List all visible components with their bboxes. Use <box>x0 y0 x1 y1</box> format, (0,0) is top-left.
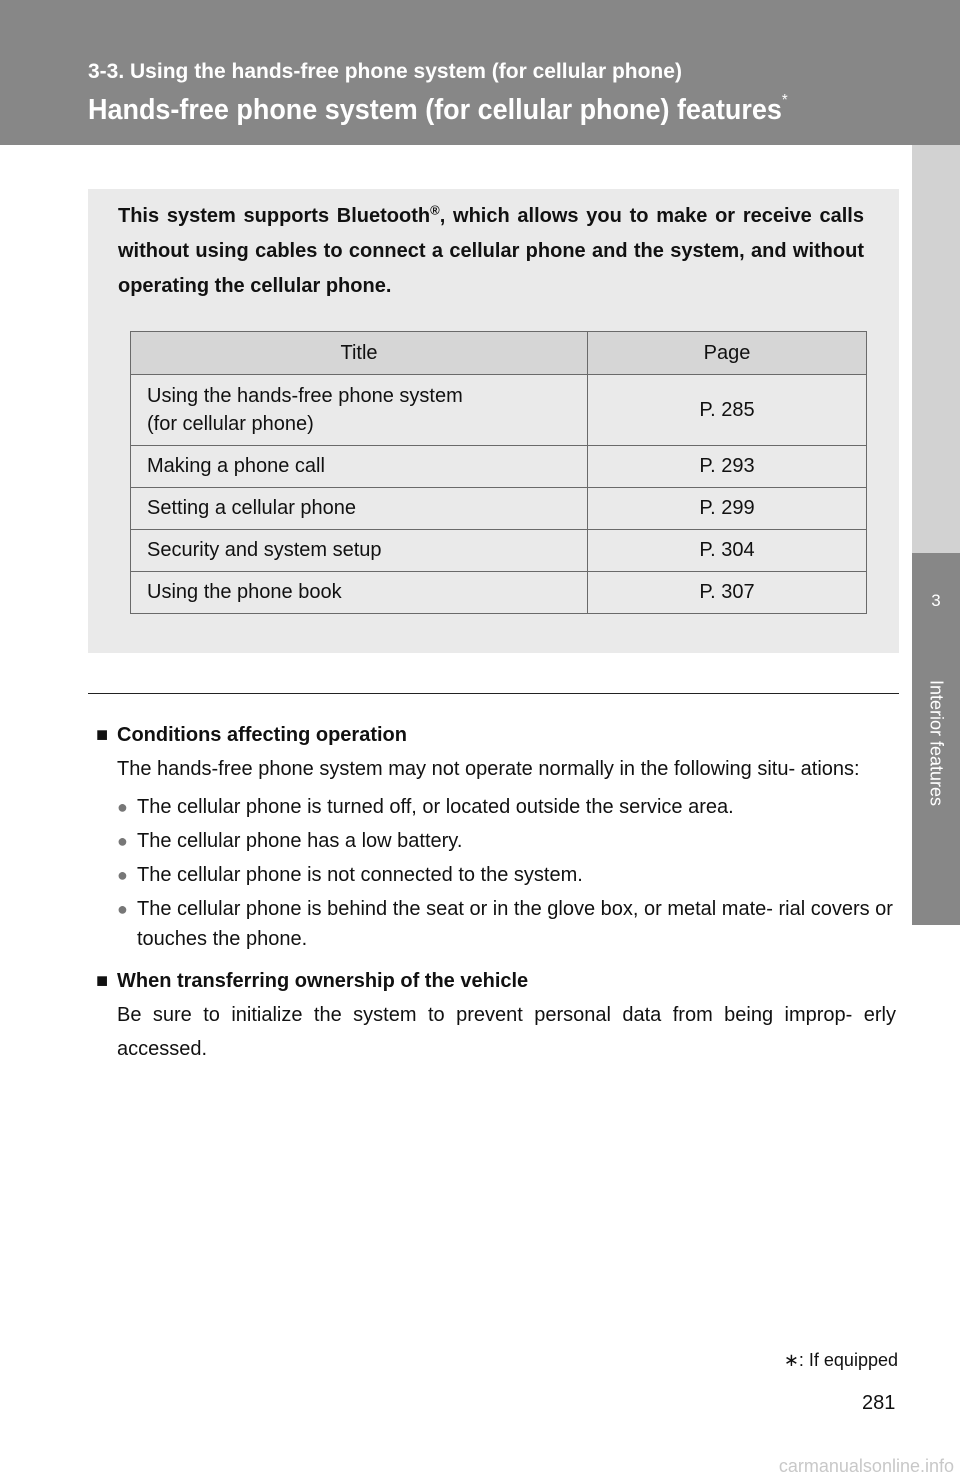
list-item-text: The cellular phone has a low battery. <box>137 830 463 852</box>
registered-mark: ® <box>430 202 440 218</box>
intro-text-part2: , which allows you to make or receive calls without using cables to connect a cellular phone and the system, and without operating the cellular phone. <box>118 205 864 297</box>
table-cell-title: Making a phone call <box>131 446 588 488</box>
circle-bullet-icon: ● <box>117 865 128 885</box>
table-row <box>131 572 867 614</box>
notes-content <box>96 718 896 1072</box>
chapter-number: 3 <box>931 591 941 610</box>
intro-text-part1: This system supports Bluetooth <box>118 205 431 227</box>
column-header-title: Title <box>131 332 588 375</box>
if-equipped-marker: * <box>781 92 788 109</box>
list-item-text: The cellular phone is turned off, or located outside the service area. <box>137 796 734 818</box>
page-header <box>0 0 960 145</box>
page-number: 281 <box>862 1392 896 1414</box>
page-reference-link[interactable]: P. 285 <box>588 375 867 446</box>
subsection-heading <box>96 964 896 998</box>
table-cell-title: Using the phone book <box>131 572 588 614</box>
page-heading <box>88 92 788 127</box>
table-header-row <box>131 332 867 375</box>
table-cell-title: Security and system setup <box>131 530 588 572</box>
page-reference-link[interactable]: P. 307 <box>588 572 867 614</box>
paragraph: Be sure to initialize the system to prevent personal data from being improp- erly accessed. <box>117 1004 896 1060</box>
list-item <box>117 792 896 822</box>
subsection-heading <box>96 718 896 752</box>
table-cell-title <box>131 375 588 446</box>
table-cell-title: Setting a cellular phone <box>131 488 588 530</box>
list-item-text: The cellular phone is not connected to the system. <box>137 864 583 886</box>
table-row <box>131 530 867 572</box>
side-tab-upper <box>912 145 960 553</box>
table-row <box>131 375 867 446</box>
column-header-page: Page <box>588 332 867 375</box>
watermark: carmanualsonline.info <box>778 1456 954 1476</box>
footnote: ∗: If equipped <box>783 1350 898 1370</box>
paragraph: The hands-free phone system may not operate normally in the following situ- ations: <box>117 758 860 780</box>
square-bullet-icon: ■ <box>96 724 109 746</box>
list-item-text: The cellular phone is behind the seat or in the glove box, or metal mate- rial covers or touches the phone. <box>137 898 893 950</box>
section-divider <box>88 693 899 694</box>
intro-text <box>118 199 864 304</box>
title-line: (for cellular phone) <box>147 413 314 435</box>
circle-bullet-icon: ● <box>117 797 128 817</box>
page-reference-link[interactable]: P. 293 <box>588 446 867 488</box>
list-item <box>117 894 896 954</box>
chapter-side-tab <box>912 553 960 925</box>
circle-bullet-icon: ● <box>117 831 128 851</box>
page-heading-text: Hands-free phone system (for cellular phone) features <box>88 94 782 126</box>
list-item <box>117 826 896 856</box>
page-reference-link[interactable]: P. 299 <box>588 488 867 530</box>
subsection-heading-text: Conditions affecting operation <box>117 724 407 746</box>
reference-table <box>130 331 867 614</box>
square-bullet-icon: ■ <box>96 970 109 992</box>
subsection-heading-text: When transferring ownership of the vehicle <box>117 970 529 992</box>
circle-bullet-icon: ● <box>117 899 128 919</box>
title-line: Using the hands-free phone system <box>147 385 463 407</box>
page-reference-link[interactable]: P. 304 <box>588 530 867 572</box>
section-title: 3-3. Using the hands-free phone system (for cellular phone) <box>88 60 682 83</box>
table-row <box>131 488 867 530</box>
info-box <box>88 189 899 653</box>
list-item <box>117 860 896 890</box>
chapter-label: Interior features <box>926 679 947 807</box>
table-row <box>131 446 867 488</box>
